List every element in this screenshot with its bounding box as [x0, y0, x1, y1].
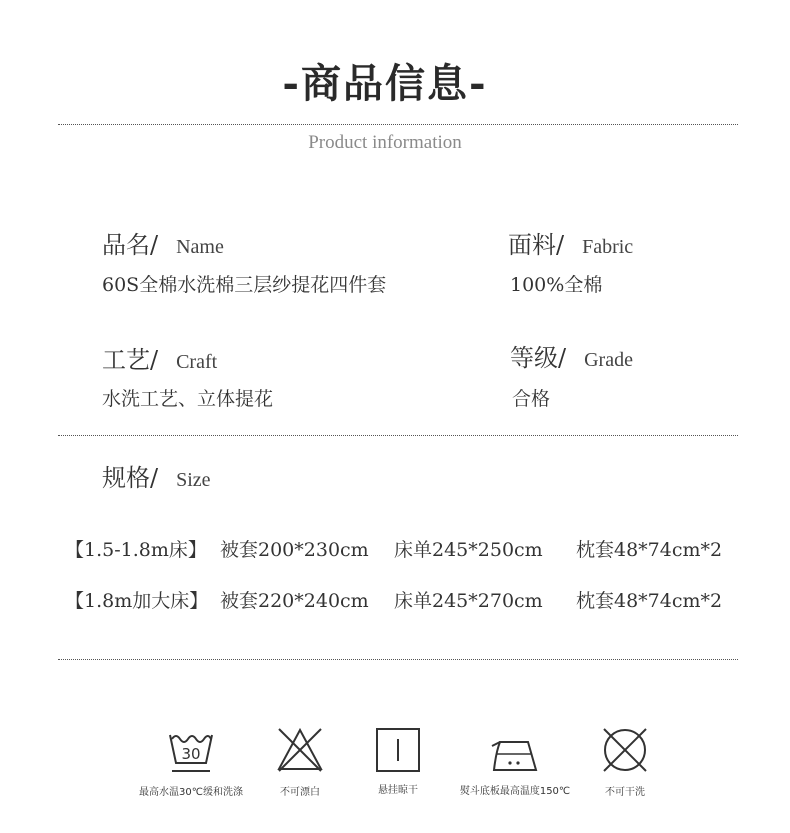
page-subtitle: Product information — [308, 132, 462, 153]
iron-icon — [490, 738, 540, 774]
wash-temp: 30 — [181, 745, 201, 763]
name-label — [102, 225, 224, 260]
name-label-en: Name — [176, 236, 224, 258]
size-row-pillow: 枕套48*74cm*2 — [576, 539, 723, 561]
size-row — [65, 535, 722, 562]
name-value: 60S全棉水洗棉三层纱提花四件套 — [102, 274, 387, 296]
fabric-label-en: Fabric — [582, 236, 634, 258]
wash-30-icon — [166, 725, 216, 775]
care-label-no-bleach: 不可漂白 — [280, 787, 320, 798]
fabric-label-cn: 面料/ — [508, 231, 565, 259]
divider-top — [58, 124, 738, 125]
care-item-no-dry-clean — [550, 725, 700, 798]
page-title: -商品信息- — [282, 60, 488, 107]
no-dry-clean-icon — [600, 725, 650, 775]
hang-dry-icon — [375, 727, 421, 773]
size-label — [102, 458, 211, 493]
size-row-bed: 【1.8m加大床】 — [65, 590, 209, 612]
fabric-label — [508, 225, 633, 260]
care-label-no-dry-clean: 不可干洗 — [605, 787, 645, 798]
size-label-cn: 规格/ — [102, 464, 159, 492]
craft-label — [102, 340, 217, 375]
size-label-en: Size — [176, 469, 211, 491]
craft-value: 水洗工艺、立体提花 — [102, 388, 274, 410]
divider-bottom — [58, 659, 738, 660]
no-bleach-icon — [275, 725, 325, 775]
size-row-quilt: 被套200*230cm — [220, 539, 369, 561]
grade-label — [510, 338, 633, 373]
divider-middle — [58, 435, 738, 436]
name-label-cn: 品名/ — [102, 231, 159, 259]
grade-label-en: Grade — [584, 349, 633, 371]
grade-value: 合格 — [512, 388, 551, 410]
size-row-sheet: 床单245*250cm — [394, 539, 543, 561]
size-row-bed: 【1.5-1.8m床】 — [65, 539, 207, 561]
size-row-sheet: 床单245*270cm — [394, 590, 543, 612]
size-row-pillow: 枕套48*74cm*2 — [576, 590, 723, 612]
size-row — [65, 586, 722, 613]
care-label-iron: 熨斗底板最高温度150℃ — [459, 786, 571, 797]
care-label-wash: 最高水温30℃缓和洗涤 — [139, 787, 243, 798]
craft-label-en: Craft — [176, 351, 218, 373]
fabric-value: 100%全棉 — [510, 274, 603, 296]
size-row-quilt: 被套220*240cm — [220, 590, 369, 612]
care-label-hang-dry: 悬挂晾干 — [378, 785, 418, 796]
craft-label-cn: 工艺/ — [102, 346, 159, 374]
grade-label-cn: 等级/ — [510, 344, 567, 372]
